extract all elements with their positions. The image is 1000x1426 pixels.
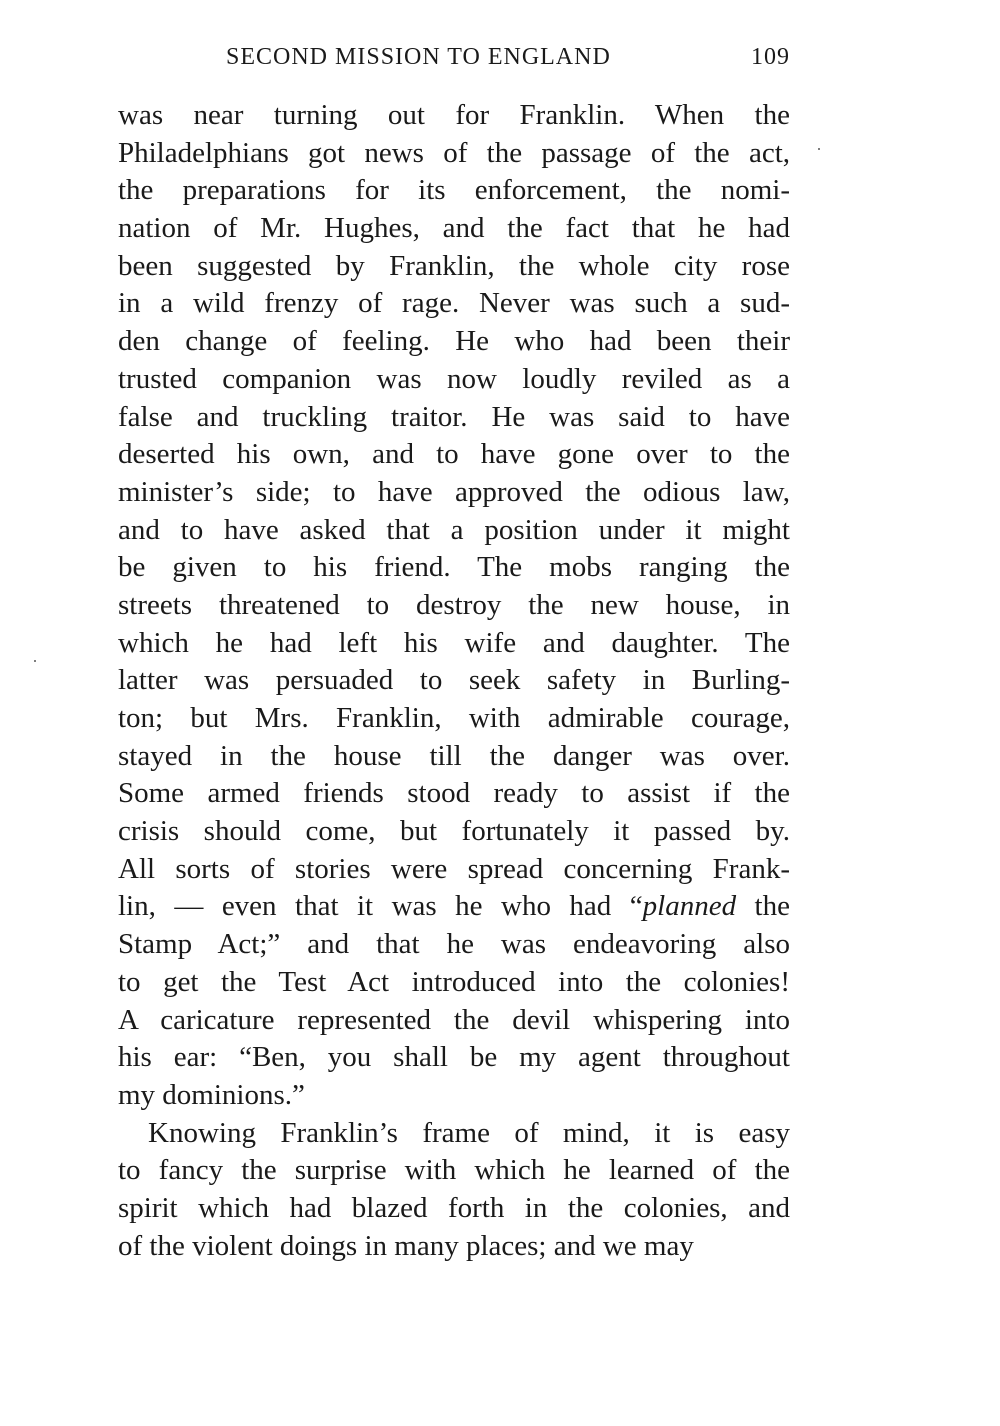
text-line — [118, 1077, 790, 1115]
text-segment: to fancy the surprise with which he learned of the — [118, 1154, 790, 1187]
text-line — [118, 587, 790, 625]
text-line — [118, 1228, 790, 1266]
text-line — [118, 172, 790, 210]
text-segment: stayed in the house till the danger was over. — [118, 739, 790, 772]
text-segment: my dominions.” — [118, 1078, 305, 1111]
text-segment: All sorts of stories were spread concerning Frank- — [118, 852, 790, 885]
text-segment: been suggested by Franklin, the whole city rose — [118, 249, 790, 282]
text-line — [118, 964, 790, 1002]
text-segment: nation of Mr. Hughes, and the fact that he had — [118, 212, 790, 245]
text-segment: den change of feeling. He who had been their — [118, 325, 790, 358]
text-segment: streets threatened to destroy the new house, in — [118, 588, 790, 621]
text-segment: A caricature represented the devil whispering into — [118, 1003, 790, 1036]
text-segment: was near turning out for Franklin. When the — [118, 99, 790, 131]
text-line — [118, 97, 790, 135]
text-line — [118, 1115, 790, 1153]
text-line — [118, 625, 790, 663]
text-line — [118, 1002, 790, 1040]
page-number: 109 — [751, 44, 790, 70]
text-segment: latter was persuaded to seek safety in Burling- — [118, 664, 790, 697]
text-segment: Philadelphians got news of the passage of the act, — [118, 136, 790, 169]
running-head — [118, 44, 790, 80]
text-segment: which he had left his wife and daughter. The — [118, 626, 790, 659]
text-line — [118, 662, 790, 700]
text-line — [118, 700, 790, 738]
text-line — [118, 1039, 790, 1077]
text-line — [118, 210, 790, 248]
text-line — [118, 1152, 790, 1190]
text-segment: lin, — even that it was he who had “ — [118, 890, 643, 923]
running-title: SECOND MISSION TO ENGLAND — [226, 44, 611, 70]
italic-word: planned — [642, 890, 737, 923]
text-segment: Some armed friends stood ready to assist if the — [118, 777, 790, 810]
text-segment: deserted his own, and to have gone over to the — [118, 438, 790, 471]
text-segment: of the violent doings in many places; and we may — [118, 1229, 694, 1262]
text-segment: false and truckling traitor. He was said to have — [118, 400, 790, 433]
text-segment: ton; but Mrs. Franklin, with admirable courage, — [118, 702, 790, 734]
text-segment: to get the Test Act introduced into the colonies! — [118, 965, 790, 998]
text-line — [118, 436, 790, 474]
text-line — [118, 851, 790, 889]
text-line — [118, 474, 790, 512]
text-line — [118, 775, 790, 813]
text-line — [118, 285, 790, 323]
text-segment: in a wild frenzy of rage. Never was such a sud- — [118, 287, 790, 320]
text-segment: the — [736, 890, 790, 923]
text-segment: the preparations for its enforcement, the nomi- — [118, 174, 790, 207]
text-line — [118, 323, 790, 361]
text-segment: be given to his friend. The mobs ranging the — [118, 551, 790, 584]
text-line — [118, 888, 790, 926]
text-segment: minister’s side; to have approved the odious law, — [118, 475, 790, 508]
text-line — [118, 361, 790, 399]
text-line — [118, 248, 790, 286]
paper-speck — [818, 148, 820, 150]
text-line — [118, 135, 790, 173]
paper-speck — [34, 660, 36, 662]
text-line — [118, 813, 790, 851]
text-segment: trusted companion was now loudly reviled as a — [118, 362, 790, 395]
body-text — [118, 97, 790, 1265]
text-line — [118, 549, 790, 587]
text-line — [118, 738, 790, 776]
text-segment: Stamp Act;” and that he was endeavoring also — [118, 928, 790, 961]
text-segment: his ear: “Ben, you shall be my agent throughout — [118, 1041, 790, 1074]
text-line — [118, 512, 790, 550]
text-segment: crisis should come, but fortunately it passed by. — [118, 815, 790, 848]
text-line — [118, 399, 790, 437]
text-segment: spirit which had blazed forth in the colonies, and — [118, 1191, 790, 1224]
text-line — [118, 1190, 790, 1228]
text-segment: and to have asked that a position under it might — [118, 513, 790, 546]
text-line — [118, 926, 790, 964]
text-segment: Knowing Franklin’s frame of mind, it is easy — [148, 1116, 790, 1149]
